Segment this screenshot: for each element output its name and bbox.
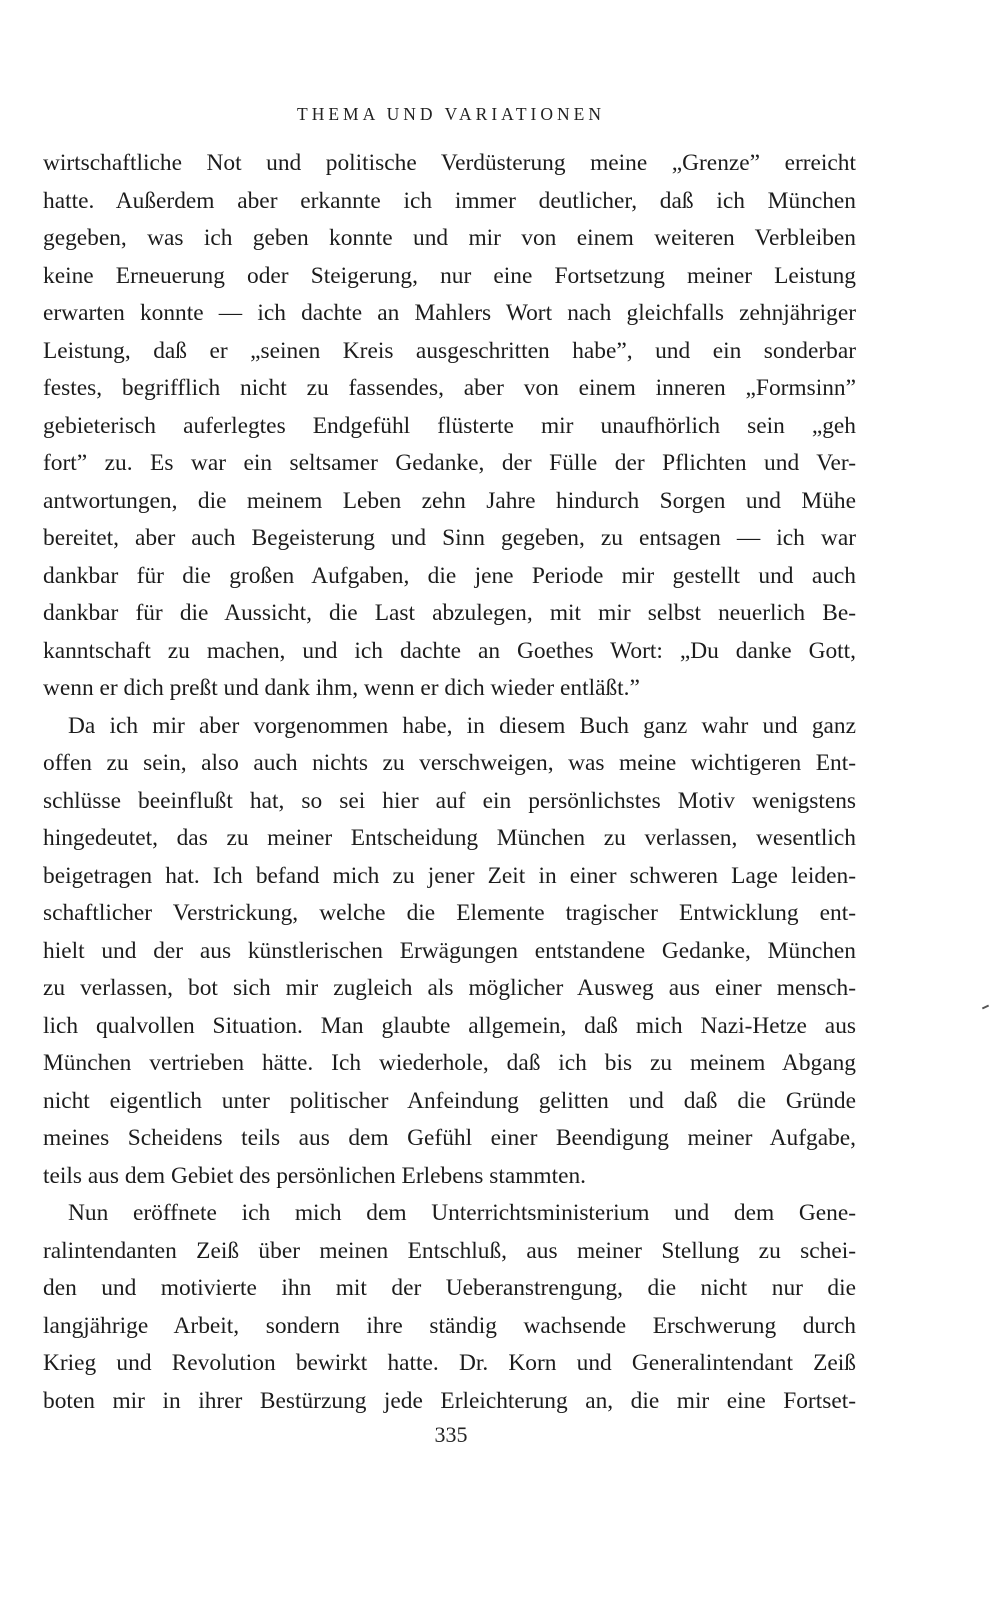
text-line: wenn er dich preßt und dank ihm, wenn er dich wieder entläßt.” (43, 675, 640, 701)
text-line: zu verlassen, bot sich mir zugleich als möglicher Ausweg aus einer mensch- (43, 975, 856, 1001)
text-line: wirtschaftliche Not und politische Verdüsterung meine „Grenze” erreicht (43, 150, 856, 176)
text-line: festes, begrifflich nicht zu fassendes, aber von einem inneren „Formsinn” (43, 375, 856, 401)
text-line: dankbar für die Aussicht, die Last abzulegen, mit mir selbst neuerlich Be- (43, 600, 856, 626)
text-line: keine Erneuerung oder Steigerung, nur eine Fortsetzung meiner Leistung (43, 262, 856, 289)
text-line: nicht eigentlich unter politischer Anfeindung gelitten und daß die Gründe (43, 1087, 856, 1114)
running-head: THEMA UND VARIATIONEN (297, 104, 605, 124)
text-line: antwortungen, die meinem Leben zehn Jahre hindurch Sorgen und Mühe (43, 487, 856, 514)
text-line: bereitet, aber auch Begeisterung und Sinn gegeben, zu entsagen — ich war (43, 525, 856, 551)
text-line: lich qualvollen Situation. Man glaubte allgemein, daß mich Nazi-Hetze aus (43, 1012, 856, 1039)
text-line: ralintendanten Zeiß über meinen Entschluß, aus meiner Stellung zu schei- (43, 1237, 856, 1264)
text-line: München vertrieben hätte. Ich wiederhole, daß ich bis zu meinem Abgang (43, 1050, 856, 1076)
text-line: teils aus dem Gebiet des persönlichen Erlebens stammten. (43, 1162, 587, 1189)
text-line: boten mir in ihrer Bestürzung jede Erleichterung an, die mir eine Fortset- (43, 1387, 856, 1414)
text-line: meines Scheidens teils aus dem Gefühl einer Beendigung meiner Aufgabe, (43, 1125, 856, 1151)
text-line: schaftlicher Verstrickung, welche die Elemente tragischer Entwicklung ent- (43, 900, 856, 926)
text-line: dankbar für die großen Aufgaben, die jene Periode mir gestellt und auch (43, 562, 856, 589)
margin-mark (982, 1005, 989, 1010)
text-line: Krieg und Revolution bewirkt hatte. Dr. Korn und Generalintendant Zeiß (43, 1350, 856, 1376)
text-line: hatte. Außerdem aber erkannte ich immer deutlicher, daß ich München (43, 187, 856, 214)
text-line: beigetragen hat. Ich befand mich zu jener Zeit in einer schweren Lage leiden- (43, 862, 856, 889)
text-line: den und motivierte ihn mit der Ueberanstrengung, die nicht nur die (43, 1275, 856, 1301)
text-line: schlüsse beeinflußt hat, so sei hier auf ein persönlichstes Motiv wenigstens (43, 787, 856, 814)
paragraph-start-line: Da ich mir aber vorgenommen habe, in diesem Buch ganz wahr und ganz (68, 712, 856, 739)
text-line: Leistung, daß er „seinen Kreis ausgeschritten habe”, und ein sonderbar (43, 337, 856, 364)
text-line: fort” zu. Es war ein seltsamer Gedanke, der Fülle der Pflichten und Ver- (43, 450, 856, 476)
text-line: kanntschaft zu machen, und ich dachte an Goethes Wort: „Du danke Gott, (43, 637, 856, 664)
text-line: langjährige Arbeit, sondern ihre ständig wachsende Erschwerung durch (43, 1312, 856, 1339)
text-line: gebieterisch auferlegtes Endgefühl flüsterte mir unaufhörlich sein „geh (43, 412, 856, 439)
page-number: 335 (434, 1422, 468, 1447)
text-line: hielt und der aus künstlerischen Erwägungen entstandene Gedanke, München (43, 937, 856, 964)
text-line: offen zu sein, also auch nichts zu verschweigen, was meine wichtigeren Ent- (43, 750, 856, 776)
body-text (43, 145, 856, 1420)
text-line: hingedeutet, das zu meiner Entscheidung München zu verlassen, wesentlich (43, 825, 856, 851)
text-line: gegeben, was ich geben konnte und mir von einem weiteren Verbleiben (43, 225, 856, 251)
paragraph-start-line: Nun eröffnete ich mich dem Unterrichtsministerium und dem Gene- (68, 1200, 856, 1226)
text-line: erwarten konnte — ich dachte an Mahlers Wort nach gleichfalls zehnjähriger (43, 300, 856, 326)
